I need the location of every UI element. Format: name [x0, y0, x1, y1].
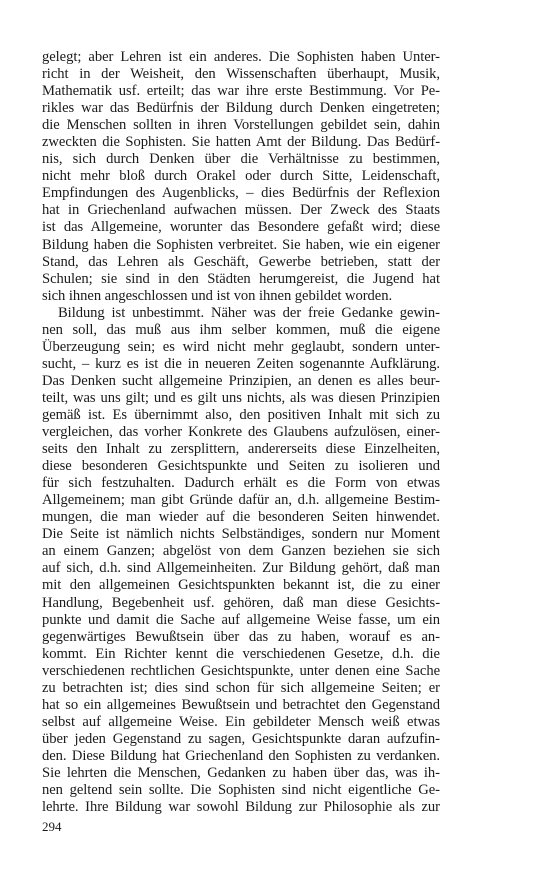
text-line: zu betrachten ist; dies sind schon für sich allgemeine Seiten; er — [42, 679, 440, 696]
text-line: verschiedenen rechtlichen Gesichtspunkte, unter denen eine Sache — [42, 662, 440, 679]
text-line: an einem Ganzen; abgelöst von dem Ganzen beziehen sie sich — [42, 543, 440, 560]
text-line: Empfindungen des Augenblicks, – dies Bedürfnis der Reflexion — [42, 185, 440, 202]
text-line: nicht mehr bloß durch Orakel oder durch Sitte, Leidenschaft, — [42, 168, 440, 185]
text-line: vergleichen, das vorher Konkrete des Glaubens aufzulösen, einer- — [42, 424, 440, 441]
text-line: mit den allgemeinen Gesichtspunkten bekannt ist, die zu einer — [42, 577, 440, 594]
text-line: sucht, – kurz es ist die in neueren Zeiten sogenannte Aufklärung. — [42, 355, 440, 372]
text-line: den. Diese Bildung hat Griechenland den Sophisten zu verdanken. — [42, 747, 440, 764]
text-line: rikles war das Bedürfnis der Bildung durch Denken eingetreten; — [42, 100, 440, 117]
text-line: selbst auf allgemeine Weise. Ein gebildeter Mensch weiß etwas — [42, 713, 440, 730]
text-line: lehrte. Ihre Bildung war sowohl Bildung zur Philosophie als zur — [42, 799, 440, 816]
paragraph-2 — [42, 305, 440, 816]
text-line: diese besonderen Gesichtspunkte und Seiten zu isolieren und — [42, 458, 440, 475]
text-line: nis, sich durch Denken über die Verhältnisse zu bestimmen, — [42, 151, 440, 168]
text-line: teilt, was uns gilt; und es gilt uns nichts, als was diesen Prinzipien — [42, 389, 440, 406]
text-line: Überzeugung sein; es wird nicht mehr geglaubt, sondern unter- — [42, 338, 440, 355]
text-line: kommt. Ein Richter kennt die verschiedenen Gesetze, d.h. die — [42, 645, 440, 662]
text-line: Das Denken sucht allgemeine Prinzipien, an denen es alles beur- — [42, 372, 440, 389]
text-line: mungen, die man wieder auf die besonderen Seiten hinwendet. — [42, 509, 440, 526]
text-line: nen geltend sein sollte. Die Sophisten sind nicht eigentliche Ge- — [42, 782, 440, 799]
text-line: seits den Inhalt zu zersplittern, andererseits diese Einzelheiten, — [42, 441, 440, 458]
text-line: Die Seite ist nämlich nichts Selbständiges, sondern nur Moment — [42, 526, 440, 543]
text-line: Stand, das Lehren als Geschäft, Gewerbe betrieben, statt der — [42, 253, 440, 270]
text-line: sich ihnen angeschlossen und ist von ihnen gebildet worden. — [42, 287, 393, 304]
text-line: für sich festzuhalten. Dadurch erhält es die Form von etwas — [42, 475, 440, 492]
text-line: gegenwärtiges Bewußtsein über das zu haben, worauf es an- — [42, 628, 440, 645]
text-line: Sie lehrten die Menschen, Gedanken zu haben über das, was ih- — [42, 764, 440, 781]
text-line: richt in der Weisheit, den Wissenschaften überhaupt, Musik, — [42, 66, 440, 83]
text-line: zweckten die Sophisten. Sie hatten Amt der Bildung. Das Bedürf- — [42, 134, 440, 151]
text-line: Mathematik usf. erteilt; das war ihre erste Bestimmung. Vor Pe- — [42, 83, 440, 100]
text-line: Schulen; sie sind in den Städten herumgereist, die Jugend hat — [42, 270, 440, 287]
page-number: 294 — [42, 819, 62, 834]
text-line: gemäß ist. Es übernimmt also, den positiven Inhalt mit sich zu — [42, 406, 440, 423]
paragraph-1 — [42, 49, 440, 305]
text-line: Bildung ist unbestimmt. Näher was der freie Gedanke gewin- — [58, 304, 440, 321]
text-line: hat so ein allgemeines Bewußtsein und betrachtet den Gegenstand — [42, 696, 440, 713]
text-line: Handlung, Begebenheit usf. gehören, daß man diese Gesichts- — [42, 594, 440, 611]
text-page — [42, 49, 440, 816]
text-line: Bildung haben die Sophisten verbreitet. Sie haben, wie ein eigener — [42, 236, 440, 253]
text-line: Allgemeinem; man gibt Gründe dafür an, d.h. allgemeine Bestim- — [42, 492, 440, 509]
text-line: ist das Allgemeine, worunter das Besondere gefaßt wird; diese — [42, 219, 440, 236]
text-line: auf sich, d.h. sind Allgemeinheiten. Zur Bildung gehört, daß man — [42, 560, 440, 577]
text-line: punkte und damit die Sache auf allgemeine Weise fasse, um ein — [42, 611, 440, 628]
text-line: gelegt; aber Lehren ist ein anderes. Die Sophisten haben Unter- — [42, 49, 440, 65]
text-line: die Menschen sollten in ihren Vorstellungen gebildet sein, dahin — [42, 117, 440, 134]
text-line: über jeden Gegenstand zu sagen, Gesichtspunkte daran aufzufin- — [42, 730, 440, 747]
text-line: hat in Griechenland aufwachen müssen. Der Zweck des Staats — [42, 202, 440, 219]
text-line: nen soll, das muß aus ihm selber kommen, muß die eigene — [42, 321, 440, 338]
